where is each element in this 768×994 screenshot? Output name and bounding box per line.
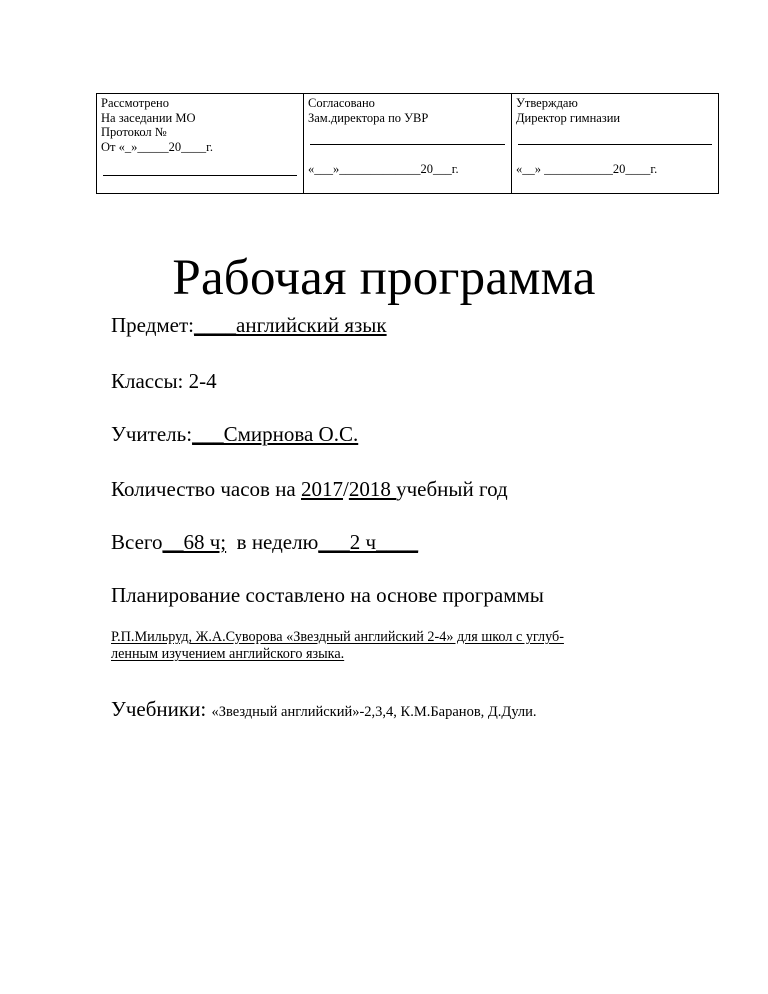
planning-row bbox=[111, 583, 544, 607]
totals-label: Всего bbox=[111, 530, 163, 554]
textbooks-row bbox=[111, 697, 537, 724]
agreed-line-2: Зам.директора по УВР bbox=[308, 110, 429, 125]
grades-row bbox=[111, 369, 217, 393]
agreed-date: «___»_____________20___г. bbox=[308, 162, 459, 176]
totals-middle: в неделю bbox=[226, 530, 319, 554]
reviewed-line-4: От «_»_____20____г. bbox=[101, 139, 213, 154]
agreed-signature-line bbox=[310, 144, 505, 145]
totals-row bbox=[111, 530, 418, 554]
document-title: Рабочая программа bbox=[172, 250, 596, 306]
program-row-1 bbox=[111, 629, 564, 646]
hours-year-start: 2017 bbox=[301, 477, 344, 501]
agreed-line-1: Согласовано bbox=[308, 96, 375, 110]
teacher-label: Учитель: bbox=[111, 422, 193, 446]
planning-text: Планирование составлено на основе программы bbox=[111, 583, 544, 607]
approved-signature-line bbox=[518, 144, 712, 145]
hours-slash: / bbox=[343, 477, 349, 501]
textbooks-label: Учебники: bbox=[111, 697, 212, 721]
program-row-2 bbox=[111, 646, 344, 663]
reviewed-cell bbox=[97, 94, 304, 194]
agreed-cell bbox=[304, 94, 512, 194]
teacher-row bbox=[111, 422, 358, 446]
hours-year-end: 2018 bbox=[348, 477, 397, 501]
teacher-value: ___Смирнова О.С. bbox=[192, 422, 359, 446]
textbooks-value: «Звездный английский»-2,3,4, К.М.Баранов, Д.Дули. bbox=[211, 704, 537, 720]
program-line-1: Р.П.Мильруд, Ж.А.Суворова «Звездный английский 2-4» для школ с углуб- bbox=[111, 629, 564, 645]
reviewed-line-1: Рассмотрено bbox=[101, 96, 169, 110]
program-line-2: ленным изучением английского языка. bbox=[111, 646, 345, 662]
approval-table bbox=[96, 93, 719, 194]
approved-line-2: Директор гимназии bbox=[516, 110, 621, 125]
approved-line-1: Утверждаю bbox=[516, 96, 578, 110]
subject-row bbox=[111, 313, 387, 337]
subject-label: Предмет: bbox=[111, 313, 195, 337]
totals-total: __68 ч; bbox=[162, 530, 227, 554]
totals-weekly: ___2 ч____ bbox=[318, 530, 419, 554]
reviewed-line-3: Протокол № bbox=[101, 125, 167, 139]
hours-suffix: учебный год bbox=[396, 477, 508, 501]
grades-text: Классы: 2-4 bbox=[111, 369, 217, 393]
hours-row bbox=[111, 477, 508, 501]
approved-cell bbox=[512, 94, 719, 194]
approved-date: «__» ___________20____г. bbox=[516, 162, 658, 176]
subject-value: ____английский язык bbox=[194, 313, 387, 337]
reviewed-line-2: На заседании МО bbox=[101, 110, 196, 125]
hours-label: Количество часов на bbox=[111, 477, 302, 501]
reviewed-signature-line bbox=[103, 175, 297, 176]
